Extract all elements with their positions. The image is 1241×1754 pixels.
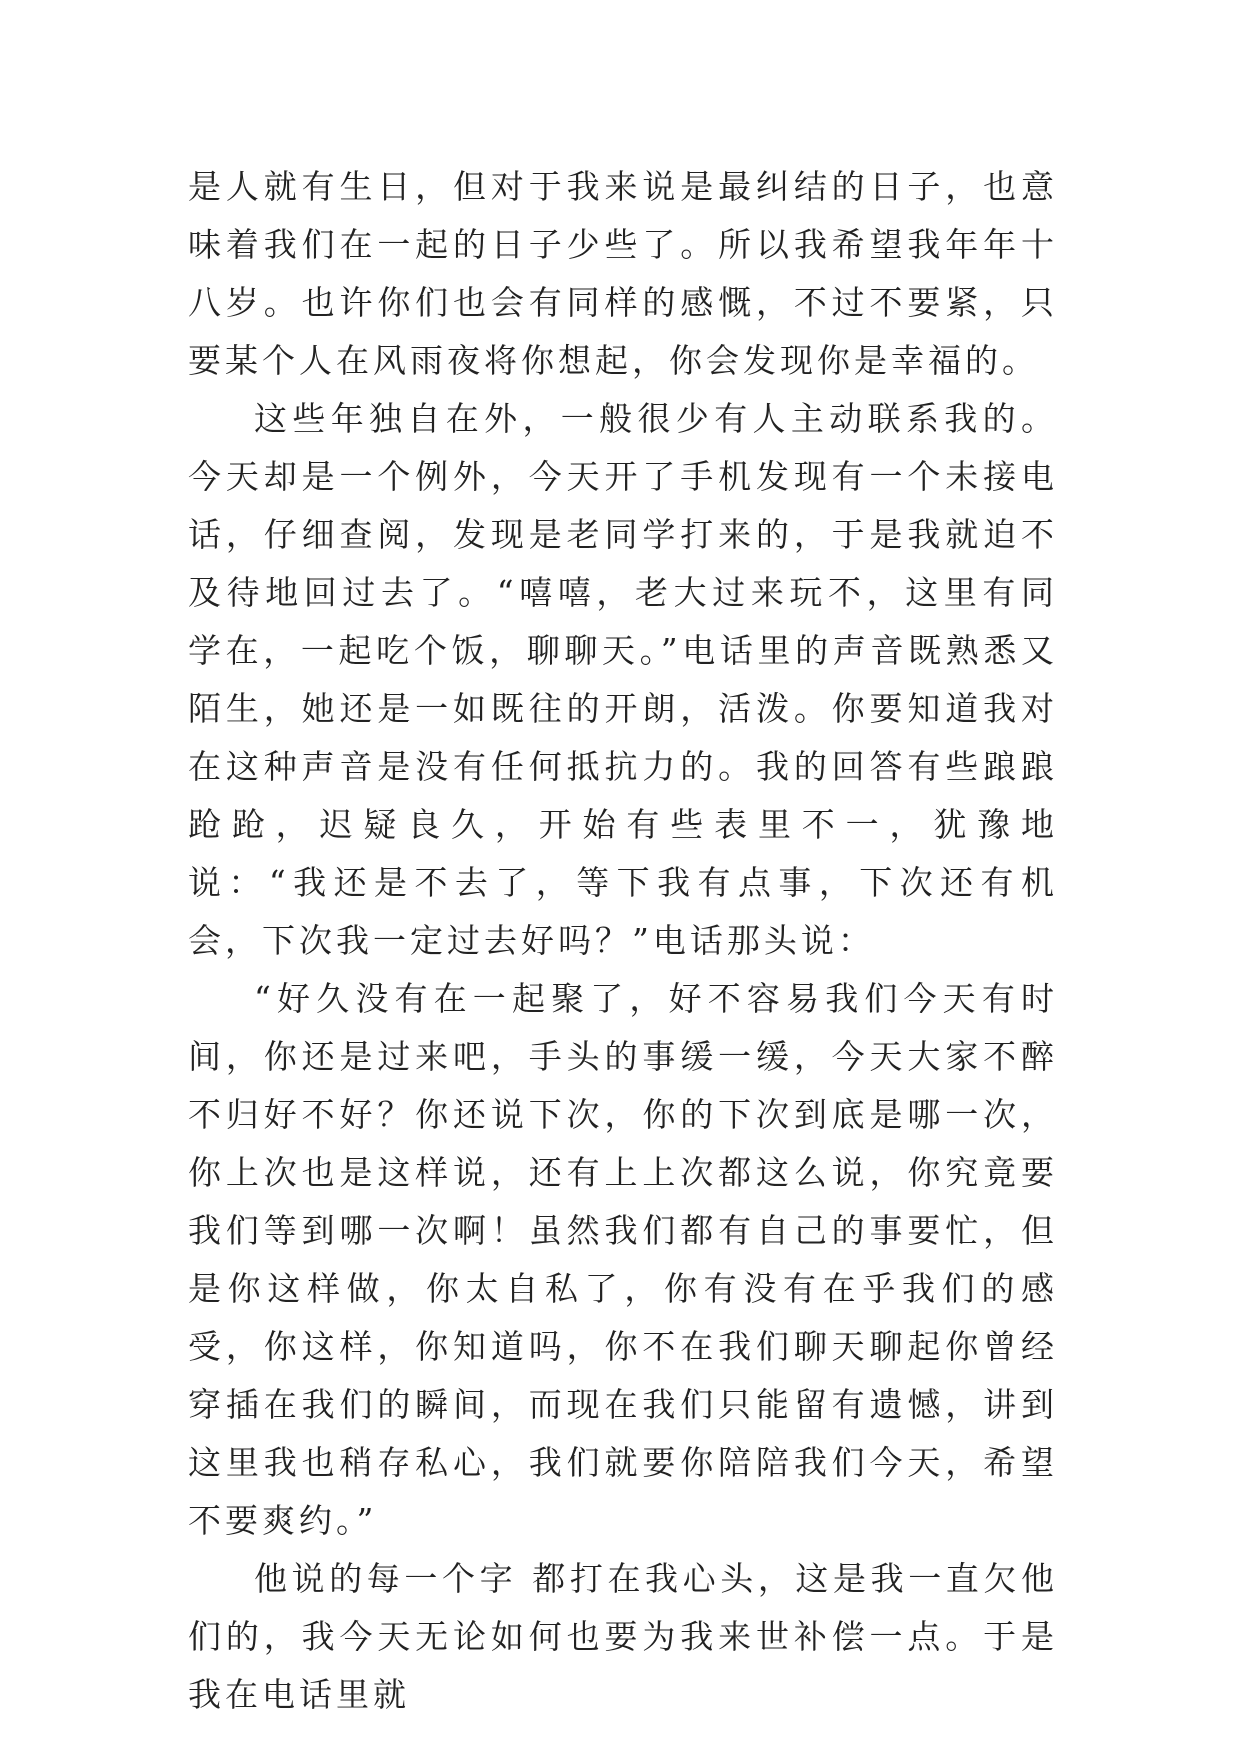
paragraph-decision: 他说的每一个字 都打在我心头，这是我一直欠他们的，我今天无论如何也要为我来世补偿一点。于是我在电话里就 [188,1559,1058,1714]
paragraph-birthday: 是人就有生日，但对于我来说是最纠结的日子，也意味着我们在一起的日子少些了。所以我希望我年年十八岁。也许你们也会有同样的感慨，不过不要紧，只要某个人在风雨夜将你想起，你会发现你是幸福的。 [188,167,1058,380]
document-page [188,158,1058,1724]
paragraph-friend-speech: “好久没有在一起聚了，好不容易我们今天有时间，你还是过来吧，手头的事缓一缓，今天大家不醉不归好不好？你还说下次，你的下次到底是哪一次，你上次也是这样说，还有上上次都这么说，你究竟要我们等到哪一次啊！虽然我们都有自己的事要忙，但是你这样做，你太自私了，你有没有在乎我们的感受，你这样，你知道吗，你不在我们聊天聊起你曾经穿插在我们的瞬间，而现在我们只能留有遗憾，讲到这里我也稍存私心，我们就要你陪陪我们今天，希望不要爽约。” [188,979,1058,1540]
paragraph-phone-call: 这些年独自在外，一般很少有人主动联系我的。今天却是一个例外，今天开了手机发现有一个未接电话，仔细查阅，发现是老同学打来的，于是我就迫不及待地回过去了。“嘻嘻，老大过来玩不，这里有同学在，一起吃个饭，聊聊天。”电话里的声音既熟悉又陌生，她还是一如既往的开朗，活泼。你要知道我对在这种声音是没有任何抵抗力的。我的回答有些踉踉跄跄，迟疑良久，开始有些表里不一，犹豫地说：“我还是不去了，等下我有点事，下次还有机会，下次我一定过去好吗？”电话那头说： [188,399,1058,960]
